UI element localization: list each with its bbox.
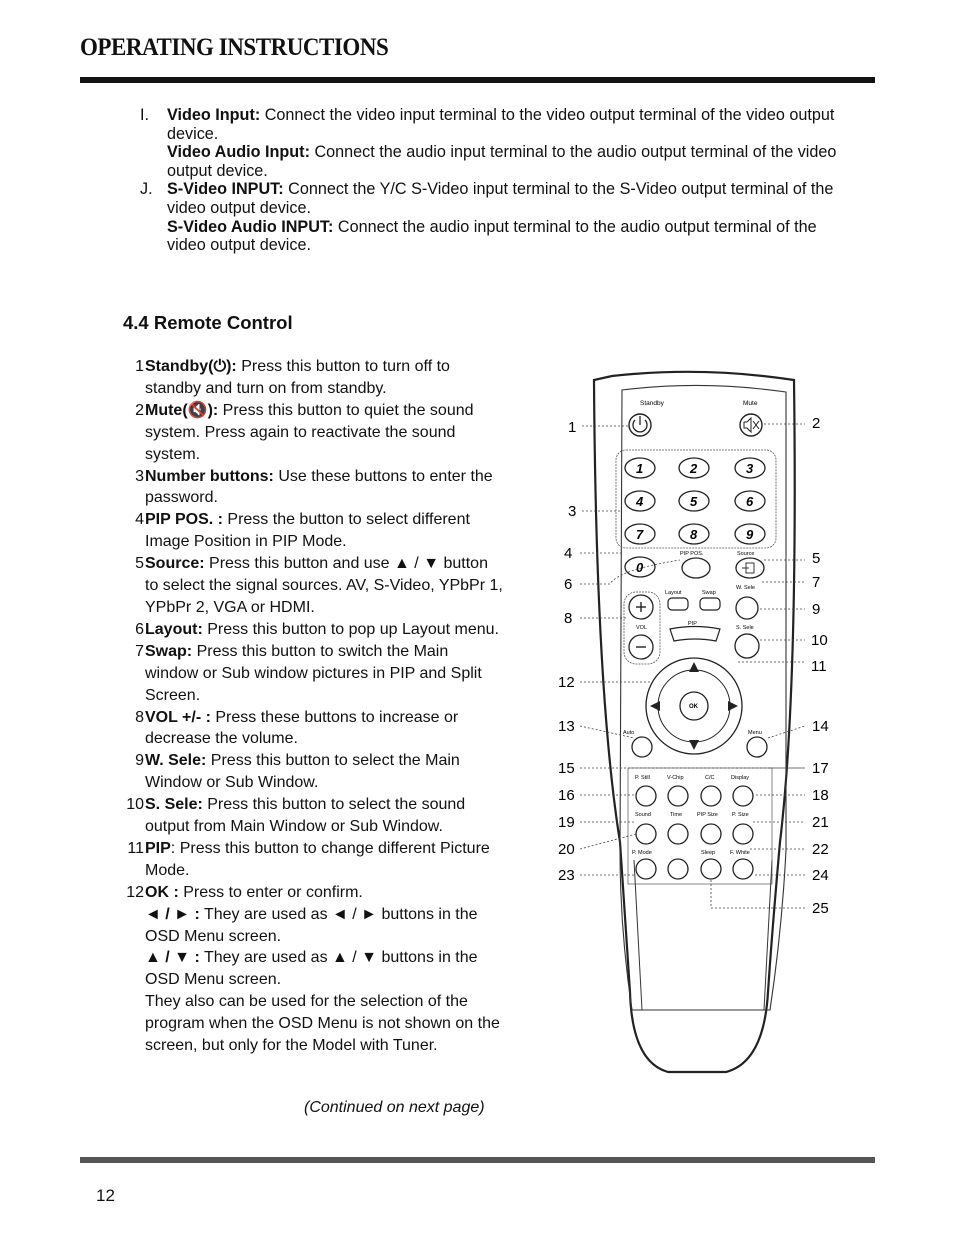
source-label: Source: [737, 551, 755, 557]
intro-letter: I.: [140, 106, 149, 124]
paragraph: [145, 750, 503, 794]
layout-label: Layout: [665, 590, 682, 596]
item-number: 6: [135, 620, 144, 638]
paragraph: [145, 947, 503, 991]
digit-label: 6: [746, 494, 754, 509]
left-arrow-icon[interactable]: [650, 701, 660, 711]
term: Layout:: [145, 620, 203, 638]
sound-label: Sound: [635, 812, 651, 818]
intro-letter: J.: [140, 180, 153, 199]
callout-number: 18: [812, 787, 829, 804]
term: Video Audio Input:: [167, 143, 310, 162]
description: Press this button to pop up Layout menu.: [202, 620, 499, 638]
item-number: 1: [135, 358, 144, 375]
pip-label: PIP: [688, 621, 697, 627]
cc-label: C/C: [705, 775, 715, 781]
description: Press this button to turn off to standby and turn on from standby.: [145, 358, 450, 397]
term: ▲ / ▼ :: [145, 949, 200, 967]
digit-label: 8: [690, 527, 698, 542]
page-number: 12: [96, 1186, 115, 1205]
callout-number: 14: [812, 718, 829, 735]
s-sele-button[interactable]: [735, 634, 759, 658]
paragraph: [167, 106, 840, 143]
paragraph: [145, 641, 503, 707]
right-arrow-icon[interactable]: [728, 701, 738, 711]
term: Number buttons:: [145, 467, 274, 485]
digit-label: 7: [636, 527, 644, 542]
digit-label: 5: [690, 494, 698, 509]
f-white-label: F. White: [730, 850, 750, 856]
digit-label: 1: [636, 461, 644, 476]
function-button[interactable]: [701, 786, 721, 806]
description: Press this button to switch the Main window or Sub window pictures in PIP and Split Screen.: [145, 642, 482, 704]
callout-number: 17: [812, 760, 829, 777]
term: Mute(🔇):: [145, 401, 219, 419]
standby-label: Standby: [640, 400, 664, 407]
term: S-Video INPUT:: [167, 180, 284, 199]
pip-pos-label: PIP POS.: [680, 551, 704, 557]
callout-number: 8: [564, 610, 573, 627]
item-number: 11: [127, 839, 144, 857]
item-number: 7: [135, 642, 144, 660]
description: : Press this button to change different Picture Mode.: [145, 839, 490, 879]
remote-face: [620, 385, 786, 1010]
callout-number: 11: [811, 658, 827, 675]
list-item: [118, 553, 503, 619]
description: Press this button to select the Main Window or Sub Window.: [145, 752, 460, 792]
callout-number: 5: [812, 550, 821, 567]
function-button[interactable]: [668, 824, 688, 844]
item-number: 10: [126, 796, 144, 814]
paragraph: [145, 509, 503, 553]
intro-item: [140, 106, 840, 180]
layout-button[interactable]: [668, 598, 688, 610]
function-button[interactable]: [733, 859, 753, 879]
function-button[interactable]: [636, 859, 656, 879]
term: PIP: [145, 839, 171, 857]
description: Press the button to select different Image Position in PIP Mode.: [145, 511, 470, 551]
p-mode-label: P. Mode: [632, 850, 652, 856]
item-number: 9: [135, 752, 144, 770]
auto-label: Auto: [623, 730, 635, 736]
description: Press these buttons to increase or decrease the volume.: [145, 708, 459, 748]
function-button[interactable]: [701, 859, 721, 879]
callout-number: 6: [564, 576, 573, 593]
digit-label: 3: [746, 461, 754, 476]
header-rule: [80, 77, 875, 83]
list-item: [118, 750, 503, 794]
function-button[interactable]: [701, 824, 721, 844]
pip-pos-button[interactable]: [682, 558, 710, 578]
callout-line: [580, 834, 636, 849]
description: They also can be used for the selection of the program when the OSD Menu is not shown on the screen, but only for the Model with Tuner.: [145, 993, 500, 1055]
function-buttons[interactable]: [636, 786, 753, 879]
paragraph: [167, 218, 840, 255]
remote-button-list: [118, 356, 503, 1057]
intro-section: [140, 106, 840, 255]
digit-label: 4: [636, 494, 644, 509]
list-item: [118, 466, 503, 510]
description: Connect the Y/C S-Video input terminal to the S-Video output terminal of the video output device.: [167, 180, 834, 217]
description: They are used as ▲ / ▼ buttons in the OSD Menu screen.: [145, 949, 478, 989]
description: Connect the audio input terminal to the audio output terminal of the video output device.: [167, 143, 837, 180]
function-button[interactable]: [668, 786, 688, 806]
source-button[interactable]: [736, 558, 764, 578]
display-label: Display: [731, 775, 750, 781]
ok-label: OK: [689, 704, 698, 710]
footer-rule: [80, 1157, 875, 1163]
mute-button[interactable]: [740, 414, 762, 436]
callout-number: 2: [812, 415, 821, 432]
up-arrow-icon[interactable]: [689, 662, 699, 672]
callout-number: 25: [812, 900, 829, 917]
callout-number: 23: [558, 867, 575, 884]
callout-number: 19: [558, 814, 575, 831]
digit-label: 2: [690, 461, 698, 476]
callout-number: 9: [812, 601, 821, 618]
callout-number: 22: [812, 841, 829, 858]
term: VOL +/- :: [145, 708, 211, 726]
list-item: [118, 794, 503, 838]
pip-button[interactable]: [670, 627, 720, 642]
term: Video Input:: [167, 106, 261, 124]
callout-number: 24: [812, 867, 829, 884]
item-number: 5: [135, 555, 144, 573]
callout-number: 16: [558, 787, 575, 804]
callout-line: [580, 560, 680, 584]
term: S-Video Audio INPUT:: [167, 217, 334, 236]
term: ◄ / ► :: [145, 905, 200, 923]
auto-button[interactable]: [632, 737, 652, 757]
paragraph: [145, 794, 503, 838]
list-item: [118, 641, 503, 707]
description: Press this button to quiet the sound system. Press again to reactivate the sound system.: [145, 401, 474, 463]
remote-control-diagram: [550, 370, 850, 1090]
vol-down-button[interactable]: [629, 635, 653, 659]
function-button[interactable]: [733, 824, 753, 844]
term: W. Sele:: [145, 752, 207, 770]
vol-up-button[interactable]: [629, 595, 653, 619]
list-item: [118, 509, 503, 553]
description: Connect the audio input terminal to the audio output terminal of the video output device.: [167, 217, 817, 255]
continued-note: (Continued on next page): [304, 1099, 485, 1116]
callout-number: 3: [568, 503, 577, 520]
term: Source:: [145, 555, 205, 573]
p-still-label: P. Still: [635, 775, 650, 781]
list-item: [118, 619, 503, 641]
paragraph: [167, 143, 840, 180]
down-arrow-icon[interactable]: [689, 740, 699, 750]
digit-label: 0: [636, 560, 644, 575]
function-button[interactable]: [636, 786, 656, 806]
item-number: 2: [135, 401, 144, 419]
list-item: [118, 838, 503, 882]
description: Press this button to select the sound output from Main Window or Sub Window.: [145, 796, 466, 836]
list-item: [118, 400, 503, 466]
term: Standby(⏻):: [145, 358, 237, 375]
item-number: 8: [135, 708, 144, 726]
paragraph: [145, 400, 503, 466]
callout-number: 13: [558, 718, 575, 735]
callout-number: 21: [812, 814, 829, 831]
paragraph: [145, 356, 503, 400]
description: Use these buttons to enter the password.: [145, 467, 493, 507]
paragraph: [145, 619, 503, 641]
term: Swap:: [145, 642, 193, 660]
paragraph: [145, 553, 503, 619]
vol-label: VOL: [636, 625, 648, 631]
remote-body: [594, 372, 795, 1072]
p-size-label: P. Size: [732, 812, 749, 818]
standby-button[interactable]: [629, 414, 651, 436]
paragraph: [145, 466, 503, 510]
item-number: 12: [126, 883, 144, 901]
paragraph: [145, 838, 503, 882]
list-item: [118, 356, 503, 400]
description: They are used as ◄ / ► buttons in the OSD Menu screen.: [145, 905, 478, 945]
paragraph: [167, 180, 840, 217]
time-label: Time: [670, 812, 683, 818]
term: OK :: [145, 883, 179, 901]
term: S. Sele:: [145, 796, 203, 814]
w-sele-button[interactable]: [736, 597, 758, 619]
sleep-label: Sleep: [701, 850, 716, 856]
callout-number: 20: [558, 841, 575, 858]
swap-label: Swap: [702, 590, 716, 596]
w-sele-label: W. Sele: [736, 585, 755, 591]
page-header-title: OPERATING INSTRUCTIONS: [80, 34, 389, 61]
pip-size-label: PIP Size: [697, 812, 718, 818]
item-number: 4: [135, 511, 144, 529]
intro-item: [140, 180, 840, 254]
digit-label: 9: [746, 527, 754, 542]
mute-label: Mute: [743, 400, 758, 407]
callout-number: 12: [558, 674, 575, 691]
navigation-pad[interactable]: [646, 658, 742, 754]
description: Connect the video input terminal to the video output terminal of the video output device.: [167, 106, 835, 143]
menu-label: Menu: [748, 730, 762, 736]
swap-button[interactable]: [700, 598, 720, 610]
paragraph: [145, 904, 503, 948]
v-chip-label: V-Chip: [667, 775, 684, 781]
s-sele-label: S. Sele: [736, 625, 754, 631]
function-button[interactable]: [668, 859, 688, 879]
callout-number: 1: [568, 419, 577, 436]
callout-number: 15: [558, 760, 575, 777]
callout-number: 7: [812, 574, 821, 591]
list-item: [118, 707, 503, 751]
list-item: [118, 882, 503, 1057]
menu-button[interactable]: [747, 737, 767, 757]
term: PIP POS. :: [145, 511, 223, 529]
description: Press to enter or confirm.: [178, 883, 363, 901]
section-heading: 4.4 Remote Control: [123, 312, 293, 333]
paragraph: [145, 707, 503, 751]
callout-number: 10: [811, 632, 828, 649]
paragraph: [145, 991, 503, 1057]
paragraph: [145, 882, 503, 904]
description: Press this button and use ▲ / ▼ button to select the signal sources. AV, S-Video, YPbPr 1, YPbPr 2, VGA or HDMI.: [145, 555, 503, 616]
function-button[interactable]: [636, 824, 656, 844]
function-button[interactable]: [733, 786, 753, 806]
callout-number: 4: [564, 545, 573, 562]
item-number: 3: [135, 467, 144, 485]
